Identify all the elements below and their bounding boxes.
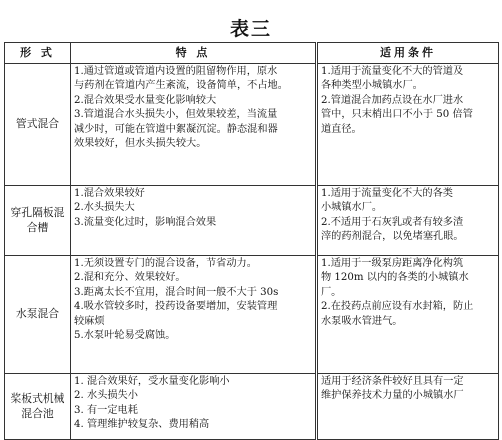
condition-line: 物 120m 以内的各类的小城镇水 — [321, 272, 469, 284]
condition-line: 2.在投药点前应设有水封箱，防止 — [321, 301, 474, 313]
condition-line: 2.管道混合加药点设在水厂进水 — [321, 94, 464, 106]
table-header-row — [5, 43, 499, 64]
feature-line: 1.通过管道或管道内设置的阻留物作用，原水 — [74, 65, 278, 77]
page-title: 表三 — [229, 18, 272, 40]
feature-line: 3.距离太长不宜用，混合时间一般不大于 30s — [74, 286, 279, 298]
feature-line: 1.混合效果较好 — [74, 187, 145, 199]
header-conditions: 适用条件 — [317, 43, 499, 64]
feature-line: 1.无须设置专门的混合设备，节省动力。 — [74, 257, 257, 269]
row-form-cell: 水泵混合 — [5, 255, 71, 373]
condition-line: 滓的药剂混合，以免堵塞孔眼。 — [321, 231, 464, 243]
row-features-cell — [71, 63, 317, 185]
feature-line: 3. 有一定电耗 — [74, 404, 138, 416]
condition-line: 水泵吸水管进气。 — [321, 315, 403, 327]
mixing-methods-table — [4, 42, 499, 440]
table-row — [5, 255, 499, 373]
header-features: 特 点 — [71, 43, 317, 64]
condition-line: 小城镇水厂。 — [321, 202, 383, 214]
condition-line: 厂。 — [321, 286, 342, 298]
row-conditions-cell — [317, 373, 499, 439]
row-form-cell: 穿孔隔板混合槽 — [5, 185, 71, 255]
row-features-cell — [71, 255, 317, 373]
condition-line: 1.适用于流量变化不大的管道及 — [321, 65, 464, 77]
row-conditions-cell — [317, 255, 499, 373]
feature-line: 1. 混合效果好，受水量变化影响小 — [74, 375, 230, 387]
table-row — [5, 185, 499, 255]
condition-line: 维护保养技术力量的小城镇水厂 — [321, 390, 464, 402]
row-features-cell — [71, 185, 317, 255]
feature-line: 2.混合效果受水量变化影响较大 — [74, 94, 217, 106]
feature-line: 减少时，可能在管道中絮凝沉淀。静态混和器 — [74, 123, 278, 135]
row-conditions-cell — [317, 63, 499, 185]
feature-line: 2.混和充分、效果较好。 — [74, 272, 186, 284]
row-features-cell — [71, 373, 317, 439]
feature-line: 与药剂在管道内产生紊流，设备简单，不占地。 — [74, 80, 288, 92]
condition-line: 2.不适用于石灰乳或者有较多渣 — [321, 216, 464, 228]
table-row — [5, 373, 499, 439]
condition-line: 适用于经济条件较好且具有一定 — [321, 375, 464, 387]
row-conditions-cell — [317, 185, 499, 255]
feature-line: 2.水头损失大 — [74, 202, 135, 214]
feature-line: 5.水泵叶轮易受腐蚀。 — [74, 330, 176, 342]
condition-line: 1.适用于流量变化不大的各类 — [321, 187, 453, 199]
condition-line: 各种类型小城镇水厂。 — [321, 80, 423, 92]
feature-line: 4. 管理维护较复杂、费用稍高 — [74, 419, 210, 431]
row-form-cell: 桨板式机械混合池 — [5, 373, 71, 439]
feature-line: 较麻烦 — [74, 315, 105, 327]
row-form-cell: 管式混合 — [5, 63, 71, 185]
feature-line: 3.流量变化过时，影响混合效果 — [74, 216, 217, 228]
feature-line: 2. 水头损失小 — [74, 390, 138, 402]
header-form: 形 式 — [5, 43, 71, 64]
condition-line: 道直径。 — [321, 123, 362, 135]
table-row — [5, 63, 499, 185]
feature-line: 3.管道混合水头损失小，但效果较差，当流量 — [74, 109, 278, 121]
feature-line: 4.吸水管较多时，投药设备要增加，安装管理 — [74, 301, 278, 313]
condition-line: 管中，只末梢出口不小于 50 倍管 — [321, 109, 473, 121]
condition-line: 1.适用于一级泵房距离净化构筑 — [321, 257, 464, 269]
feature-line: 效果较好，但水头损失较大。 — [74, 138, 207, 150]
